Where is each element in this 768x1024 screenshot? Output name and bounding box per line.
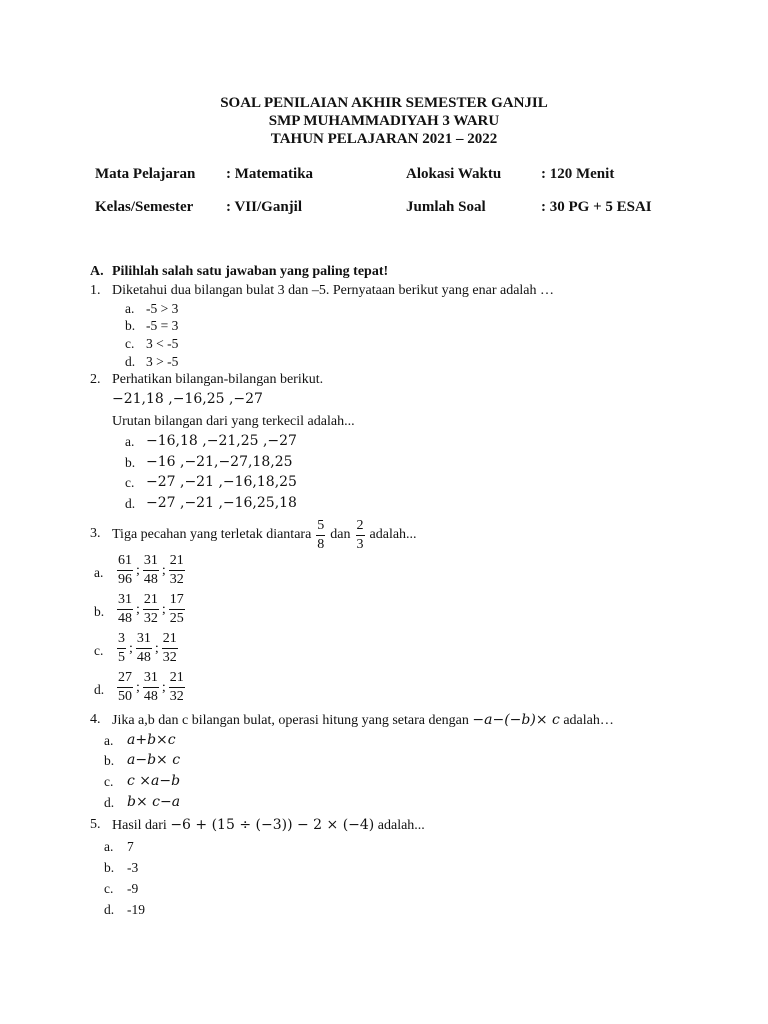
- q3-option-b-frac-3: [169, 593, 185, 626]
- q3-option-b: [116, 593, 186, 626]
- q3-option-a-frac-3: [169, 554, 185, 587]
- q3-number: 3.: [90, 526, 101, 541]
- q3-option-b-letter: b.: [94, 604, 105, 619]
- q4-option-c-letter: c.: [104, 774, 114, 789]
- fraction-numerator: 3: [117, 632, 126, 649]
- q3-option-a-letter: a.: [94, 565, 104, 580]
- q3-fraction-upper: [356, 519, 365, 552]
- q3-frac2-num: 2: [356, 519, 365, 536]
- q3-frac1-num: 5: [316, 519, 325, 536]
- subject-value: : Matematika: [226, 166, 314, 182]
- q1-option-d: 3 > -5: [146, 354, 179, 369]
- fraction-denominator: 48: [143, 572, 158, 587]
- q2-text: Perhatikan bilangan-bilangan berikut.: [112, 372, 324, 387]
- fraction-numerator: 21: [169, 671, 185, 688]
- q3-frac1-den: 8: [317, 536, 325, 552]
- q4-stem: [112, 712, 614, 729]
- q5-option-b-letter: b.: [104, 860, 115, 875]
- q3-option-c-frac-3: [162, 632, 178, 665]
- q3-option-d-letter: d.: [94, 682, 105, 697]
- fraction-numerator: 31: [136, 632, 152, 649]
- q3-option-b-frac-2: [143, 593, 159, 626]
- fraction-separator: ;: [136, 562, 140, 578]
- fraction-numerator: 27: [117, 671, 133, 688]
- q3-option-c-frac-2: [136, 632, 152, 665]
- q2-option-a-letter: a.: [125, 434, 135, 449]
- q3-text-after: adalah...: [369, 527, 417, 542]
- q1-option-d-letter: d.: [125, 354, 136, 369]
- fraction-numerator: 31: [117, 593, 133, 610]
- fraction-numerator: 31: [143, 554, 159, 571]
- fraction-denominator: 5: [118, 650, 125, 665]
- q3-option-a-frac-2: [143, 554, 159, 587]
- q3-text-before: Tiga pecahan yang terletak diantara: [112, 527, 312, 542]
- q5-option-d: -19: [127, 902, 145, 917]
- q3-option-d-frac-3: [169, 671, 185, 704]
- q5-option-c: -9: [127, 881, 139, 896]
- q3-option-b-frac-1: [117, 593, 133, 626]
- q4-text-before: Jika a,b dan c bilangan bulat, operasi hitung yang setara dengan: [112, 713, 469, 728]
- fraction-denominator: 50: [118, 689, 132, 704]
- q2-option-d: −27 ,−21 ,−16,25,18: [146, 495, 297, 511]
- fraction-denominator: 32: [169, 689, 184, 704]
- q4-option-b-letter: b.: [104, 753, 115, 768]
- q3-option-c: [116, 632, 179, 665]
- exam-title: SOAL PENILAIAN AKHIR SEMESTER GANJIL: [220, 95, 548, 111]
- fraction-separator: ;: [136, 601, 140, 617]
- q5-text-after: adalah...: [377, 818, 425, 833]
- q1-number: 1.: [90, 283, 101, 298]
- q3-option-c-letter: c.: [94, 643, 104, 658]
- fraction-separator: ;: [161, 601, 166, 617]
- q5-text-before: Hasil dari: [112, 818, 167, 833]
- fraction-denominator: 25: [169, 611, 184, 626]
- q1-option-b: -5 = 3: [146, 318, 179, 333]
- time-label: Alokasi Waktu: [406, 166, 502, 182]
- q5-expression: −6 + (15 ÷ (−3)) − 2 × (−4): [170, 817, 375, 833]
- q4-option-a: a+b×c: [127, 732, 176, 748]
- q5-option-c-letter: c.: [104, 881, 114, 896]
- fraction-denominator: 48: [118, 611, 132, 626]
- class-value: : VII/Ganjil: [226, 199, 302, 215]
- q5-number: 5.: [90, 817, 101, 832]
- q2-numbers: −21,18 ,−16,25 ,−27: [112, 391, 263, 407]
- q3-option-d: [116, 671, 186, 704]
- fraction-numerator: 21: [162, 632, 178, 649]
- q5-option-a: 7: [127, 839, 134, 854]
- time-value: : 120 Menit: [541, 166, 615, 182]
- q3-text-mid: dan: [330, 527, 351, 542]
- fraction-numerator: 21: [169, 554, 185, 571]
- fraction-denominator: 32: [143, 611, 158, 626]
- q4-option-a-letter: a.: [104, 733, 114, 748]
- fraction-numerator: 21: [143, 593, 159, 610]
- fraction-denominator: 32: [162, 650, 177, 665]
- q1-option-a: -5 > 3: [146, 301, 179, 316]
- fraction-separator: ;: [161, 679, 166, 695]
- q4-option-b: a−b× c: [127, 752, 181, 768]
- q4-option-c: c ×a−b: [127, 773, 181, 789]
- q4-option-d-letter: d.: [104, 795, 115, 810]
- q3-fraction-lower: [316, 519, 325, 552]
- fraction-numerator: 61: [117, 554, 133, 571]
- q3-option-a-frac-1: [117, 554, 133, 587]
- q2-option-b-letter: b.: [125, 455, 136, 470]
- q4-text-after: adalah…: [563, 713, 614, 728]
- q5-option-b: -3: [127, 860, 139, 875]
- academic-year: TAHUN PELAJARAN 2021 – 2022: [270, 131, 498, 147]
- q2-number: 2.: [90, 372, 101, 387]
- fraction-separator: ;: [136, 679, 140, 695]
- q3-option-c-frac-1: [117, 632, 126, 665]
- q1-option-c: 3 < -5: [146, 336, 179, 351]
- q4-option-d: b× c−a: [127, 794, 181, 810]
- q4-number: 4.: [90, 712, 101, 727]
- q2-option-d-letter: d.: [125, 496, 136, 511]
- school-name: SMP MUHAMMADIYAH 3 WARU: [268, 113, 500, 129]
- count-value: : 30 PG + 5 ESAI: [541, 199, 652, 215]
- q3-frac2-den: 3: [356, 536, 364, 552]
- section-instruction: Pilihlah salah satu jawaban yang paling tepat!: [112, 264, 389, 279]
- fraction-separator: ;: [154, 640, 159, 656]
- q1-option-c-letter: c.: [125, 336, 135, 351]
- q1-option-b-letter: b.: [125, 318, 136, 333]
- count-label: Jumlah Soal: [406, 199, 486, 215]
- q1-option-a-letter: a.: [125, 301, 135, 316]
- fraction-denominator: 48: [143, 689, 158, 704]
- q5-option-d-letter: d.: [104, 902, 115, 917]
- section-marker: A.: [90, 264, 104, 279]
- subject-label: Mata Pelajaran: [95, 166, 196, 182]
- q2-option-a: −16,18 ,−21,25 ,−27: [146, 433, 297, 449]
- fraction-numerator: 17: [169, 593, 185, 610]
- q5-option-a-letter: a.: [104, 839, 114, 854]
- q3-option-a: [116, 554, 186, 587]
- q3-option-d-frac-2: [143, 671, 159, 704]
- class-label: Kelas/Semester: [95, 199, 194, 215]
- fraction-separator: ;: [161, 562, 166, 578]
- q2-prompt: Urutan bilangan dari yang terkecil adalah...: [112, 414, 355, 429]
- fraction-separator: ;: [129, 640, 133, 656]
- q3-option-d-frac-1: [117, 671, 133, 704]
- q1-text: Diketahui dua bilangan bulat 3 dan –5. Pernyataan berikut yang enar adalah …: [112, 283, 555, 298]
- fraction-denominator: 96: [118, 572, 132, 587]
- q4-expression: −a−(−b)× c: [472, 712, 560, 728]
- q5-stem: [112, 817, 425, 834]
- fraction-numerator: 31: [143, 671, 159, 688]
- q2-option-c-letter: c.: [125, 475, 135, 490]
- q2-option-c: −27 ,−21 ,−16,18,25: [146, 474, 297, 490]
- fraction-denominator: 32: [169, 572, 184, 587]
- fraction-denominator: 48: [136, 650, 151, 665]
- q2-option-b: −16 ,−21,−27,18,25: [146, 454, 293, 470]
- q3-stem: [112, 516, 417, 554]
